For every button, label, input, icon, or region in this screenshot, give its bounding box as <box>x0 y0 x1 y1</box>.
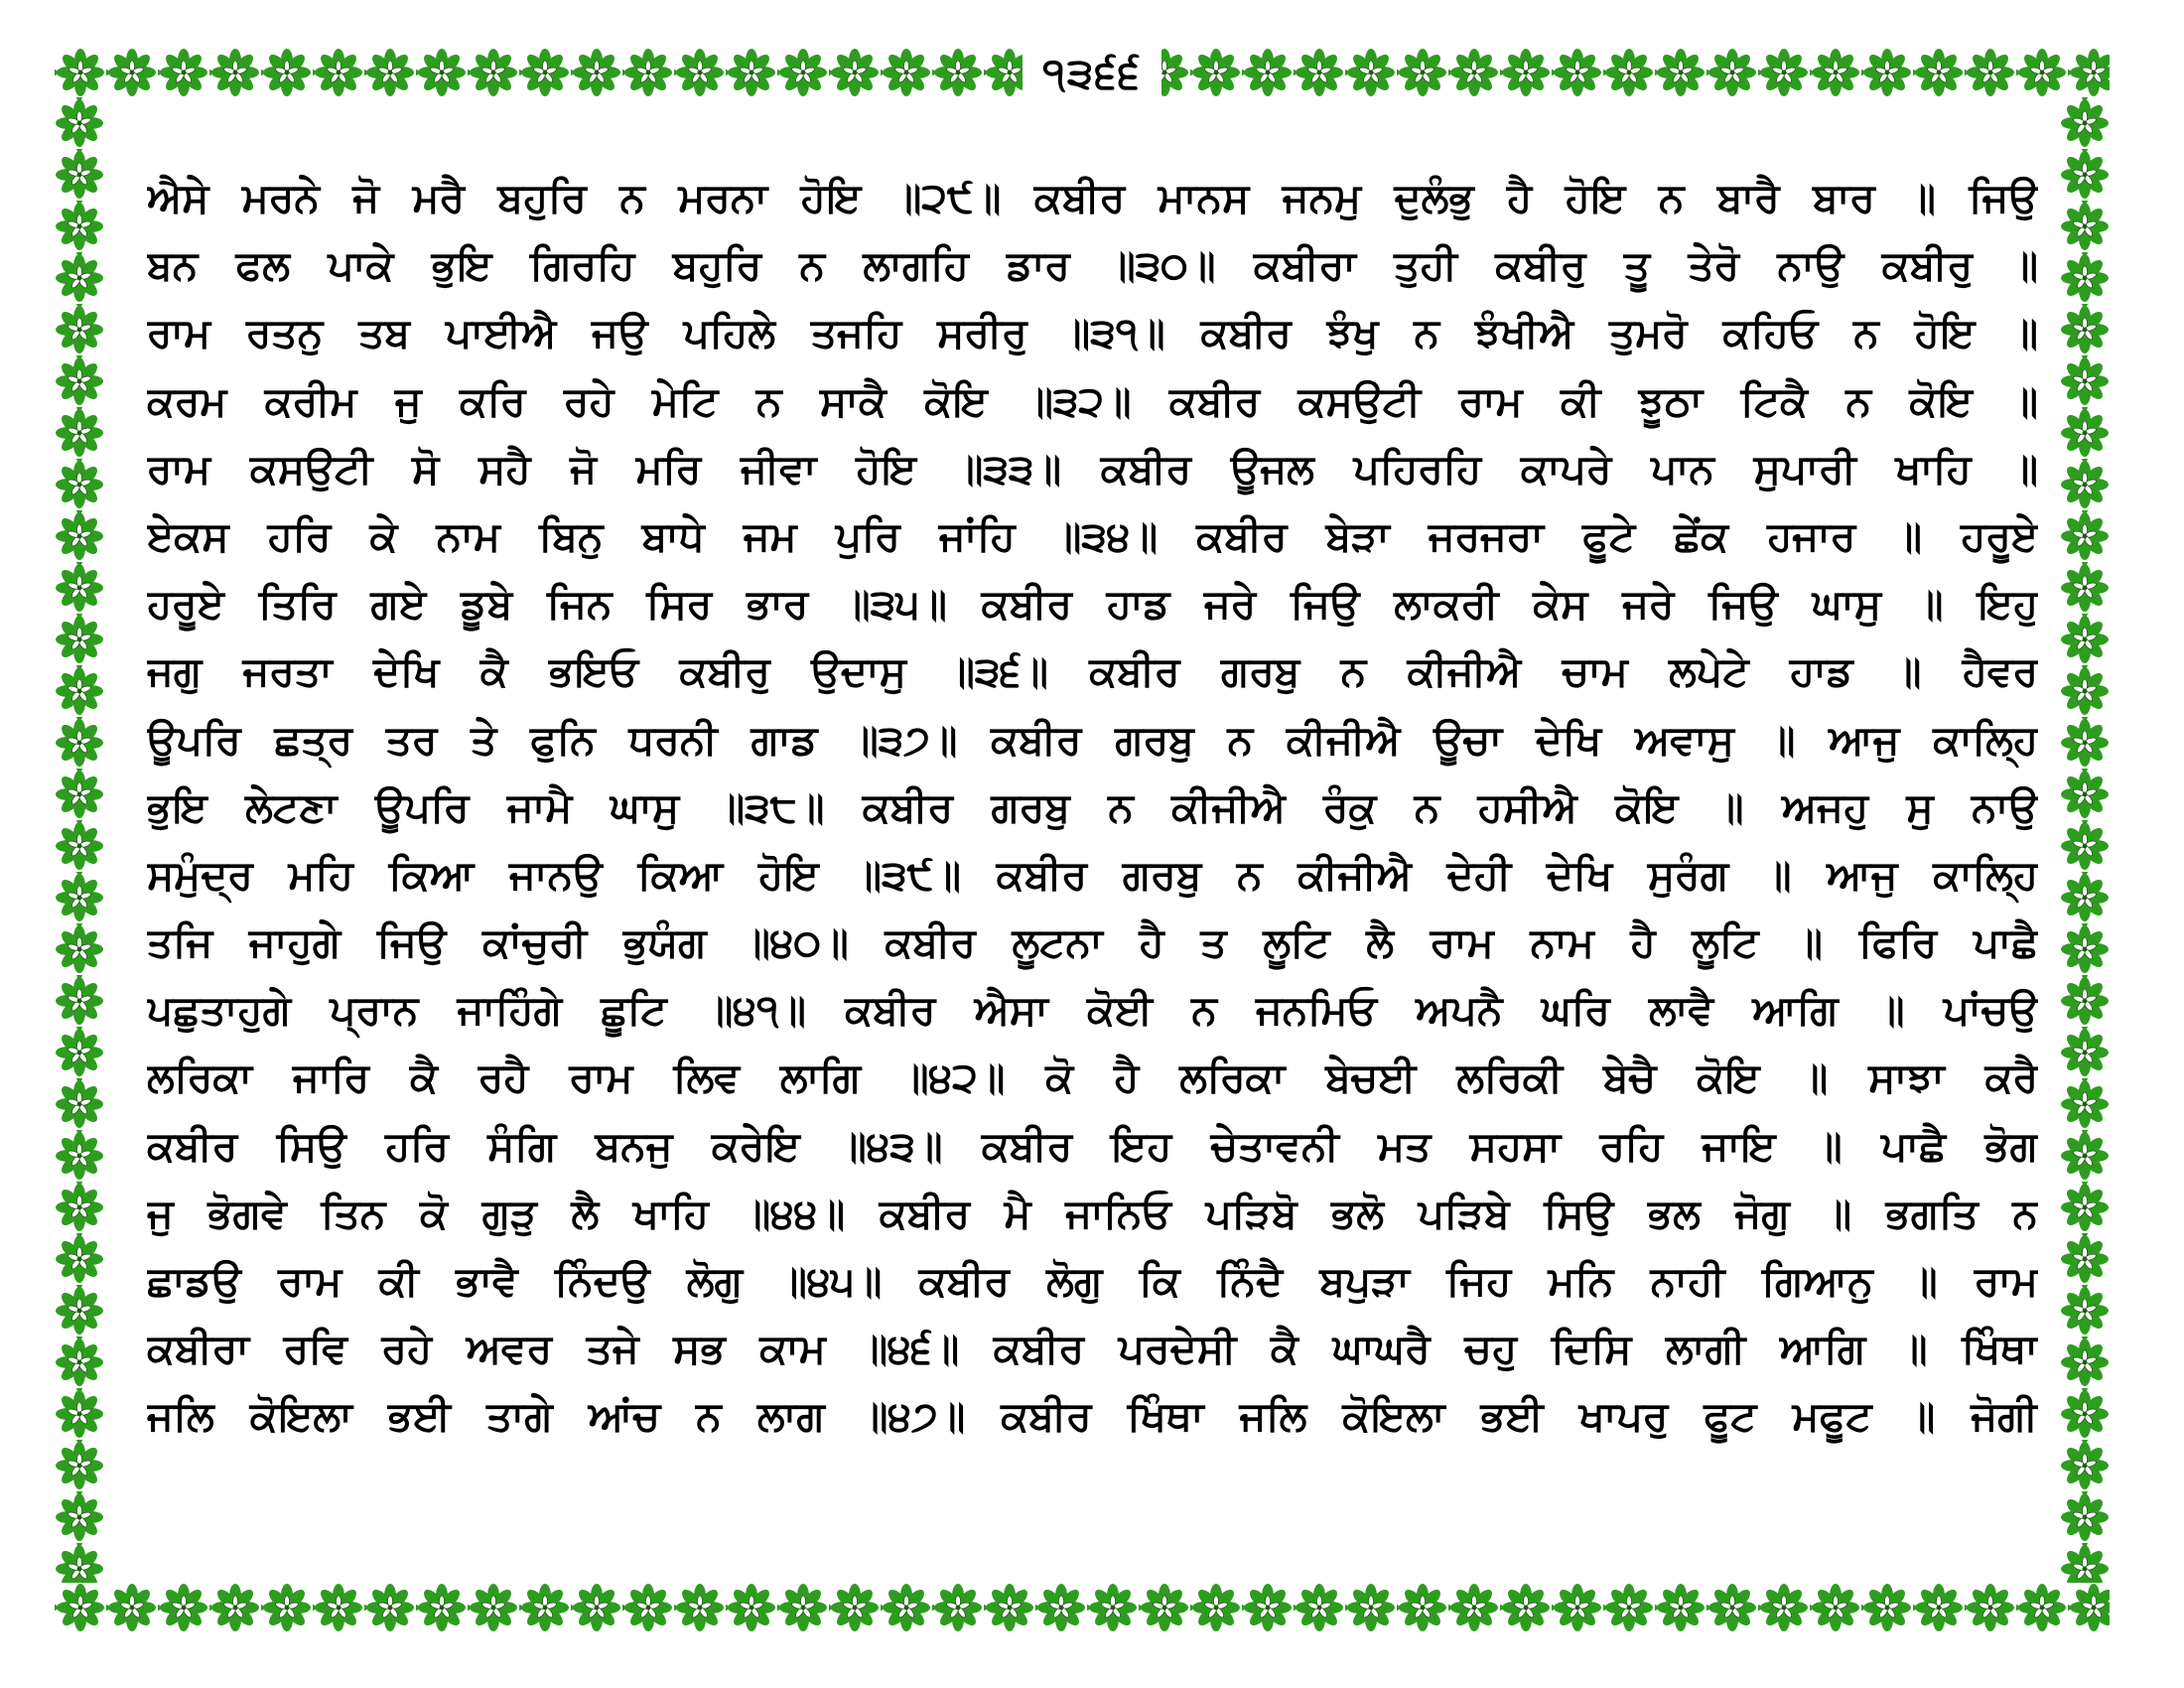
text-line: ਛਾਡਉ ਰਾਮ ਕੀ ਭਾਵੈ ਨਿੰਦਉ ਲੋਗੁ ॥੪੫॥ ਕਬੀਰ ਲੋਗੁ ਕਿ ਨਿੰਦੈ ਬਪੁੜਾ ਜਿਹ ਮਨਿ ਨਾਹੀ ਗਿਆਨੁ ॥ ਰਾਮ <box>147 1257 2038 1305</box>
page-number: ੧੩੬੬ <box>1023 44 1161 103</box>
text-line: ਤਜਿ ਜਾਹੁਗੇ ਜਿਉ ਕਾਂਚੁਰੀ ਭੁਯੰਗ ॥੪੦॥ ਕਬੀਰ ਲੂਟਨਾ ਹੈ ਤ ਲੂਟਿ ਲੈ ਰਾਮ ਨਾਮ ਹੈ ਲੂਟਿ ॥ ਫਿਰਿ ਪਾਛੈ <box>147 918 2038 967</box>
text-line: ਹਰੂਏ ਤਿਰਿ ਗਏ ਡੂਬੇ ਜਿਨ ਸਿਰ ਭਾਰ ॥੩੫॥ ਕਬੀਰ ਹਾਡ ਜਰੇ ਜਿਉ ਲਾਕਰੀ ਕੇਸ ਜਰੇ ਜਿਉ ਘਾਸੁ ॥ ਇਹੁ <box>147 580 2038 629</box>
text-line: ਰਾਮ ਰਤਨੁ ਤਬ ਪਾਈਐ ਜਉ ਪਹਿਲੇ ਤਜਹਿ ਸਰੀਰੁ ॥੩੧॥ ਕਬੀਰ ਝੰਖੁ ਨ ਝੰਖੀਐ ਤੁਮਰੋ ਕਹਿਓ ਨ ਹੋਇ ॥ <box>147 309 2038 357</box>
text-line: ਬਨ ਫਲ ਪਾਕੇ ਭੁਇ ਗਿਰਹਿ ਬਹੁਰਿ ਨ ਲਾਗਹਿ ਡਾਰ ॥੩੦॥ ਕਬੀਰਾ ਤੁਹੀ ਕਬੀਰੁ ਤੂ ਤੇਰੋ ਨਾਉ ਕਬੀਰੁ ॥ <box>147 241 2038 290</box>
text-line: ਊਪਰਿ ਛਤ੍ਰ ਤਰ ਤੇ ਫੁਨਿ ਧਰਨੀ ਗਾਡ ॥੩੭॥ ਕਬੀਰ ਗਰਬੁ ਨ ਕੀਜੀਐ ਊਚਾ ਦੇਖਿ ਅਵਾਸੁ ॥ ਆਜੁ ਕਾਲ੍ਹਿ <box>147 715 2038 764</box>
text-line: ਲਰਿਕਾ ਜਾਰਿ ਕੈ ਰਹੈ ਰਾਮ ਲਿਵ ਲਾਗਿ ॥੪੨॥ ਕੋ ਹੈ ਲਰਿਕਾ ਬੇਚਈ ਲਰਿਕੀ ਬੇਚੈ ਕੋਇ ॥ ਸਾਝਾ ਕਰੈ <box>147 1054 2038 1102</box>
text-line: ਕਰਮ ਕਰੀਮ ਜੁ ਕਰਿ ਰਹੇ ਮੇਟਿ ਨ ਸਾਕੈ ਕੋਇ ॥੩੨॥ ਕਬੀਰ ਕਸਉਟੀ ਰਾਮ ਕੀ ਝੂਠਾ ਟਿਕੈ ਨ ਕੋਇ ॥ <box>147 376 2038 425</box>
text-line: ਏਕਸ ਹਰਿ ਕੇ ਨਾਮ ਬਿਨੁ ਬਾਧੇ ਜਮ ਪੁਰਿ ਜਾਂਹਿ ॥੩੪॥ ਕਬੀਰ ਬੇੜਾ ਜਰਜਰਾ ਫੂਟੇ ਛੇਂਕ ਹਜਾਰ ॥ ਹਰੂਏ <box>147 511 2038 560</box>
text-line: ਪਛੁਤਾਹੁਗੇ ਪ੍ਰਾਨ ਜਾਹਿੰਗੇ ਛੂਟਿ ॥੪੧॥ ਕਬੀਰ ਐਸਾ ਕੋਈ ਨ ਜਨਮਿਓ ਅਪਨੈ ਘਰਿ ਲਾਵੈ ਆਗਿ ॥ ਪਾਂਚਉ <box>147 986 2038 1035</box>
right-flower-border <box>2060 97 2110 1583</box>
text-line: ਜਲਿ ਕੋਇਲਾ ਭਈ ਤਾਗੇ ਆਂਚ ਨ ਲਾਗ ॥੪੭॥ ਕਬੀਰ ਖਿੰਥਾ ਜਲਿ ਕੋਇਲਾ ਭਈ ਖਾਪਰੁ ਫੂਟ ਮਫੂਟ ॥ ਜੋਗੀ <box>147 1392 2038 1441</box>
left-flower-border <box>55 97 104 1583</box>
text-line: ਸਮੁੰਦ੍ਰ ਮਹਿ ਕਿਆ ਜਾਨਉ ਕਿਆ ਹੋਇ ॥੩੯॥ ਕਬੀਰ ਗਰਬੁ ਨ ਕੀਜੀਐ ਦੇਹੀ ਦੇਖਿ ਸੁਰੰਗ ॥ ਆਜੁ ਕਾਲ੍ਹਿ <box>147 850 2038 899</box>
text-line: ਕਬੀਰਾ ਰਵਿ ਰਹੇ ਅਵਰ ਤਜੇ ਸਭ ਕਾਮ ॥੪੬॥ ਕਬੀਰ ਪਰਦੇਸੀ ਕੈ ਘਾਘਰੈ ਚਹੁ ਦਿਸਿ ਲਾਗੀ ਆਗਿ ॥ ਖਿੰਥਾ <box>147 1325 2038 1373</box>
text-line: ਜੁ ਭੋਗਵੇ ਤਿਨ ਕੋ ਗੁੜੁ ਲੈ ਖਾਹਿ ॥੪੪॥ ਕਬੀਰ ਮੈ ਜਾਨਿਓ ਪੜਿਬੋ ਭਲੋ ਪੜਿਬੇ ਸਿਉ ਭਲ ਜੋਗੁ ॥ ਭਗਤਿ ਨ <box>147 1189 2038 1237</box>
scripture-text-block <box>147 164 2038 1451</box>
bottom-flower-border <box>55 1583 2110 1632</box>
text-line: ਐਸੇ ਮਰਨੇ ਜੋ ਮਰੈ ਬਹੁਰਿ ਨ ਮਰਨਾ ਹੋਇ ॥੨੯॥ ਕਬੀਰ ਮਾਨਸ ਜਨਮੁ ਦੁਲੰਭੁ ਹੈ ਹੋਇ ਨ ਬਾਰੈ ਬਾਰ ॥ ਜਿਉ <box>147 174 2038 221</box>
text-line: ਜਗੁ ਜਰਤਾ ਦੇਖਿ ਕੈ ਭਇਓ ਕਬੀਰੁ ਉਦਾਸੁ ॥੩੬॥ ਕਬੀਰ ਗਰਬੁ ਨ ਕੀਜੀਐ ਚਾਮ ਲਪੇਟੇ ਹਾਡ ॥ ਹੈਵਰ <box>147 647 2038 696</box>
text-line: ਕਬੀਰ ਸਿਉ ਹਰਿ ਸੰਗਿ ਬਨਜੁ ਕਰੇਇ ॥੪੩॥ ਕਬੀਰ ਇਹ ਚੇਤਾਵਨੀ ਮਤ ਸਹਸਾ ਰਹਿ ਜਾਇ ॥ ਪਾਛੈ ਭੋਗ <box>147 1121 2038 1170</box>
text-line: ਭੁਇ ਲੇਟਣਾ ਊਪਰਿ ਜਾਮੈ ਘਾਸੁ ॥੩੮॥ ਕਬੀਰ ਗਰਬੁ ਨ ਕੀਜੀਐ ਰੰਕੁ ਨ ਹਸੀਐ ਕੋਇ ॥ ਅਜਹੁ ਸੁ ਨਾਉ <box>147 782 2038 831</box>
text-line: ਰਾਮ ਕਸਉਟੀ ਸੋ ਸਹੈ ਜੋ ਮਰਿ ਜੀਵਾ ਹੋਇ ॥੩੩॥ ਕਬੀਰ ਊਜਲ ਪਹਿਰਹਿ ਕਾਪਰੇ ਪਾਨ ਸੁਪਾਰੀ ਖਾਹਿ ॥ <box>147 444 2038 492</box>
